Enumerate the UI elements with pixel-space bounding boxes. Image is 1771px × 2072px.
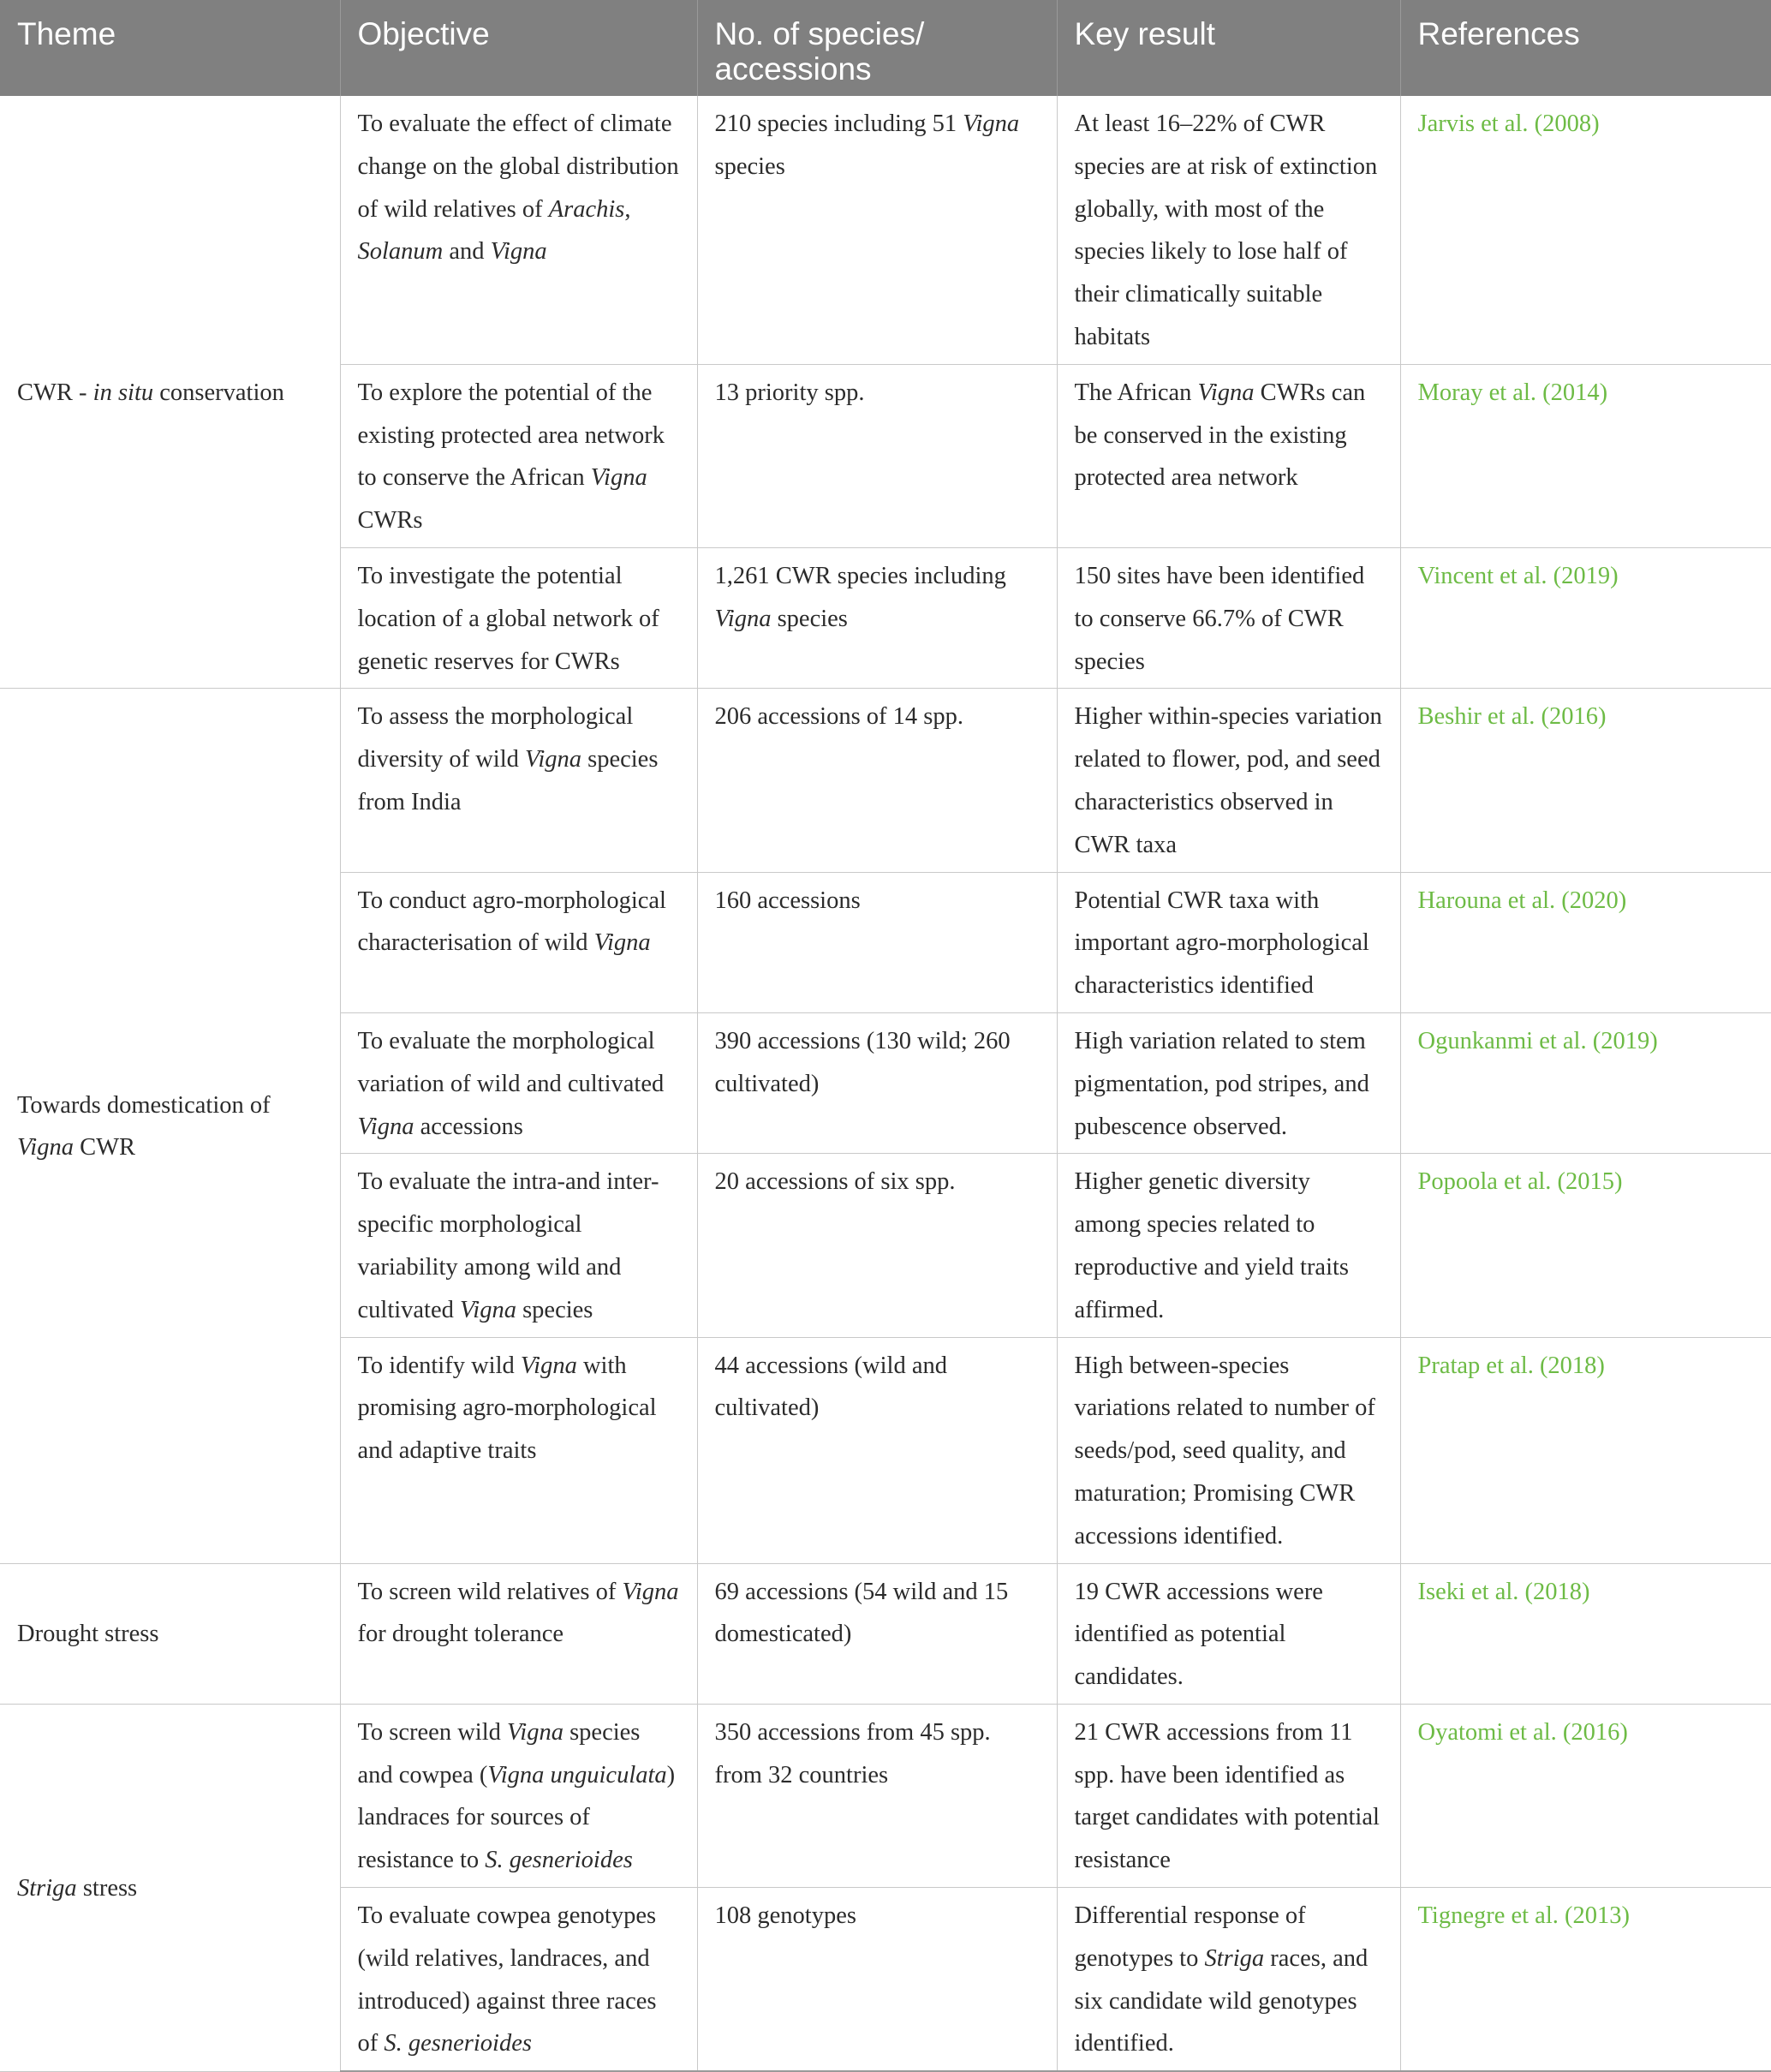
species-cell: 350 accessions from 45 spp. from 32 countries bbox=[697, 1704, 1057, 1887]
species-cell: 206 accessions of 14 spp. bbox=[697, 689, 1057, 872]
objective-cell: To evaluate the morphological variation of wild and cultivated Vigna accessions bbox=[340, 1012, 697, 1153]
species-cell: 13 priority spp. bbox=[697, 364, 1057, 547]
result-cell: Higher within-species variation related to flower, pod, and seed characteristics observed in CWR taxa bbox=[1057, 689, 1400, 872]
objective-cell: To identify wild Vigna with promising agro-morphological and adaptive traits bbox=[340, 1337, 697, 1563]
result-cell: High variation related to stem pigmentation, pod stripes, and pubescence observed. bbox=[1057, 1012, 1400, 1153]
header-species: No. of species/ accessions bbox=[697, 0, 1057, 96]
result-cell: 150 sites have been identified to conserve 66.7% of CWR species bbox=[1057, 547, 1400, 688]
reference-link[interactable]: Popoola et al. (2015) bbox=[1400, 1154, 1771, 1337]
table-row bbox=[0, 1704, 1771, 1887]
result-cell: Differential response of genotypes to Striga races, and six candidate wild genotypes identified. bbox=[1057, 1888, 1400, 2072]
objective-cell: To conduct agro-morphological characterisation of wild Vigna bbox=[340, 872, 697, 1012]
reference-link[interactable]: Pratap et al. (2018) bbox=[1400, 1337, 1771, 1563]
species-cell: 69 accessions (54 wild and 15 domesticated) bbox=[697, 1563, 1057, 1704]
result-cell: The African Vigna CWRs can be conserved in the existing protected area network bbox=[1057, 364, 1400, 547]
table-header bbox=[0, 0, 1771, 96]
objective-cell: To screen wild Vigna species and cowpea (Vigna unguiculata) landraces for sources of resistance to S. gesnerioides bbox=[340, 1704, 697, 1887]
objective-cell: To explore the potential of the existing protected area network to conserve the African Vigna CWRs bbox=[340, 364, 697, 547]
reference-link[interactable]: Ogunkanmi et al. (2019) bbox=[1400, 1012, 1771, 1153]
table-row bbox=[0, 689, 1771, 872]
result-cell: 19 CWR accessions were identified as potential candidates. bbox=[1057, 1563, 1400, 1704]
species-cell: 1,261 CWR species including Vigna species bbox=[697, 547, 1057, 688]
theme-striga-stress: Striga stress bbox=[0, 1704, 340, 2071]
objective-cell: To assess the morphological diversity of wild Vigna species from India bbox=[340, 689, 697, 872]
reference-link[interactable]: Iseki et al. (2018) bbox=[1400, 1563, 1771, 1704]
species-cell: 44 accessions (wild and cultivated) bbox=[697, 1337, 1057, 1563]
result-cell: High between-species variations related to number of seeds/pod, seed quality, and maturation; Promising CWR accessions identified. bbox=[1057, 1337, 1400, 1563]
species-cell: 108 genotypes bbox=[697, 1888, 1057, 2072]
species-cell: 210 species including 51 Vigna species bbox=[697, 96, 1057, 364]
species-cell: 390 accessions (130 wild; 260 cultivated) bbox=[697, 1012, 1057, 1153]
header-objective: Objective bbox=[340, 0, 697, 96]
reference-link[interactable]: Harouna et al. (2020) bbox=[1400, 872, 1771, 1012]
result-cell: 21 CWR accessions from 11 spp. have been identified as target candidates with potential resistance bbox=[1057, 1704, 1400, 1887]
objective-cell: To evaluate cowpea genotypes (wild relatives, landraces, and introduced) against three races of S. gesnerioides bbox=[340, 1888, 697, 2072]
result-cell: At least 16–22% of CWR species are at risk of extinction globally, with most of the species likely to lose half of their climatically suitable habitats bbox=[1057, 96, 1400, 364]
reference-link[interactable]: Oyatomi et al. (2016) bbox=[1400, 1704, 1771, 1887]
reference-link[interactable]: Moray et al. (2014) bbox=[1400, 364, 1771, 547]
result-cell: Potential CWR taxa with important agro-morphological characteristics identified bbox=[1057, 872, 1400, 1012]
table-row bbox=[0, 96, 1771, 364]
reference-link[interactable]: Vincent et al. (2019) bbox=[1400, 547, 1771, 688]
table-body bbox=[0, 96, 1771, 2071]
theme-cwr-in-situ: CWR - in situ conservation bbox=[0, 96, 340, 689]
objective-cell: To screen wild relatives of Vigna for drought tolerance bbox=[340, 1563, 697, 1704]
reference-link[interactable]: Jarvis et al. (2008) bbox=[1400, 96, 1771, 364]
theme-domestication: Towards domestication of Vigna CWR bbox=[0, 689, 340, 1563]
header-row bbox=[0, 0, 1771, 96]
header-key-result: Key result bbox=[1057, 0, 1400, 96]
objective-cell: To evaluate the effect of climate change on the global distribution of wild relatives of Arachis, Solanum and Vigna bbox=[340, 96, 697, 364]
reference-link[interactable]: Tignegre et al. (2013) bbox=[1400, 1888, 1771, 2072]
header-theme: Theme bbox=[0, 0, 340, 96]
header-references: References bbox=[1400, 0, 1771, 96]
objective-cell: To evaluate the intra-and inter-specific morphological variability among wild and cultivated Vigna species bbox=[340, 1154, 697, 1337]
theme-drought-stress: Drought stress bbox=[0, 1563, 340, 1704]
objective-cell: To investigate the potential location of a global network of genetic reserves for CWRs bbox=[340, 547, 697, 688]
reference-link[interactable]: Beshir et al. (2016) bbox=[1400, 689, 1771, 872]
table-row bbox=[0, 1563, 1771, 1704]
species-cell: 160 accessions bbox=[697, 872, 1057, 1012]
species-cell: 20 accessions of six spp. bbox=[697, 1154, 1057, 1337]
result-cell: Higher genetic diversity among species related to reproductive and yield traits affirmed. bbox=[1057, 1154, 1400, 1337]
